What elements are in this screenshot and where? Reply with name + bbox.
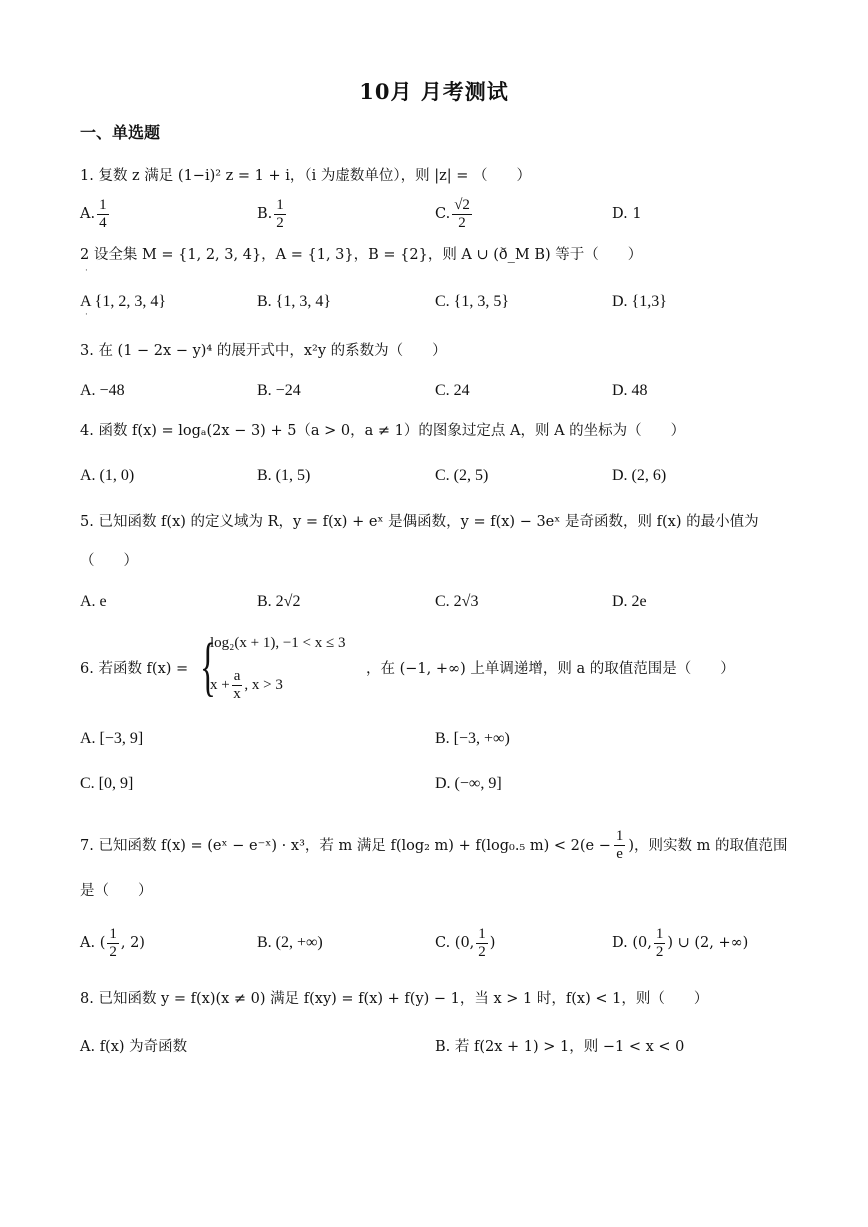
q3-option-b[interactable]: B. −24 (257, 382, 301, 399)
q3-option-c[interactable]: C. 24 (435, 382, 470, 399)
stray-dot: · (85, 266, 88, 276)
question-6-label: 6. 若函数 f(x) = (80, 661, 189, 677)
q8-option-a[interactable]: A. f(x) 为奇函数 (80, 1038, 188, 1055)
q3-option-d[interactable]: D. 48 (612, 382, 648, 399)
piecewise-brace: { (200, 630, 216, 703)
fraction: $\frac{1}{2}$ (276, 196, 284, 231)
q5-option-c[interactable]: C. 2√3 (435, 593, 479, 610)
q1-option-b[interactable]: B. $\frac{1}{2}$ (257, 196, 284, 231)
q6-option-b[interactable]: B. [−3, +∞) (435, 730, 510, 747)
q8-options (80, 1030, 800, 1060)
q7-option-d[interactable]: D. (0, $\frac{1}{2}$ ) ∪ (2, +∞) (612, 925, 749, 960)
q4-option-c[interactable]: C. (2, 5) (435, 467, 489, 484)
q4-option-d[interactable]: D. (2, 6) (612, 467, 667, 484)
q4-option-a[interactable]: A. (1, 0) (80, 467, 135, 484)
q7-option-b[interactable]: B. (2, +∞) (257, 934, 323, 951)
stray-dot: · (85, 310, 88, 320)
q6-option-c[interactable]: C. [0, 9] (80, 775, 134, 792)
question-5-paren: （ ） (80, 553, 138, 569)
q4-options (80, 461, 800, 491)
page-title: 10月 月考测试 (359, 79, 509, 104)
q5-option-d[interactable]: D. 2e (612, 593, 647, 610)
question-3: 3. 在 (1 − 2x − y)⁴ 的展开式中，x²y 的系数为（ ） (80, 343, 447, 359)
q2-option-d[interactable]: D. {1,3} (612, 293, 667, 310)
q6-option-d[interactable]: D. (−∞, 9] (435, 775, 502, 792)
q6-options-row1 (80, 724, 800, 754)
question-6-text: ，在 (−1, +∞) 上单调递增，则 a 的取值范围是（ ） (366, 661, 735, 677)
q3-option-a[interactable]: A. −48 (80, 382, 125, 399)
q2-option-a[interactable]: A {1, 2, 3, 4} (80, 293, 167, 310)
q1-option-a[interactable]: A. $\frac{1}{4}$ (80, 196, 107, 231)
q6-options-row2 (80, 769, 800, 799)
question-7-cont: 是（ ） (80, 883, 153, 899)
fraction: $\frac{1}{4}$ (99, 196, 107, 231)
piecewise-case-2: x + $\frac{a}{x}$ , x > 3 (210, 668, 283, 702)
piecewise-case-1: log₂(x + 1), −1 < x ≤ 3 (210, 635, 346, 651)
q2-option-b[interactable]: B. {1, 3, 4} (257, 293, 332, 310)
q5-option-a[interactable]: A. e (80, 593, 107, 610)
q7-options (80, 925, 800, 961)
q5-options (80, 587, 800, 617)
fraction: $\frac{√2}{2}$ (454, 196, 470, 231)
q3-options (80, 376, 800, 406)
q1-option-d[interactable]: D. 1 (612, 206, 642, 222)
q2-options (80, 287, 800, 317)
section-heading: 一、单选题 (80, 123, 161, 142)
question-8: 8. 已知函数 y = f(x)(x ≠ 0) 满足 f(xy) = f(x) + f(y) − 1，当 x > 1 时，f(x) < 1，则（ ） (80, 991, 709, 1007)
question-1: 1. 复数 z 满足 (1−i)² z = 1 + i，（i 为虚数单位），则 |z| = （ ） (80, 168, 532, 184)
q5-option-b[interactable]: B. 2√2 (257, 593, 301, 610)
q7-option-a[interactable]: A. ( $\frac{1}{2}$ , 2) (80, 925, 145, 960)
question-7: 7. 已知函数 f(x) = (eˣ − e⁻ˣ) · x³，若 m 满足 f(log₂ m) + f(log₀.₅ m) < 2(e − $\frac{1}{e}$ )，则实数 m 的取值范围 (80, 828, 788, 862)
q2-option-c[interactable]: C. {1, 3, 5} (435, 293, 510, 310)
q1-options (80, 196, 800, 231)
q6-option-a[interactable]: A. [−3, 9] (80, 730, 144, 747)
question-4: 4. 函数 f(x) = logₐ(2x − 3) + 5（a > 0，a ≠ 1）的图象过定点 A，则 A 的坐标为（ ） (80, 423, 686, 439)
question-5: 5. 已知函数 f(x) 的定义域为 R，y = f(x) + eˣ 是偶函数，y = f(x) − 3eˣ 是奇函数，则 f(x) 的最小值为 (80, 514, 759, 530)
q4-option-b[interactable]: B. (1, 5) (257, 467, 311, 484)
q8-option-b[interactable]: B. 若 f(2x + 1) > 1，则 −1 < x < 0 (435, 1038, 685, 1055)
question-2: 2 设全集 M = {1, 2, 3, 4}，A = {1, 3}，B = {2}，则 A ∪ (ð_M B) 等于（ ） (80, 247, 643, 263)
q1-option-c[interactable]: C. $\frac{√2}{2}$ (435, 196, 470, 231)
q7-option-c[interactable]: C. (0, $\frac{1}{2}$ ) (435, 925, 496, 960)
